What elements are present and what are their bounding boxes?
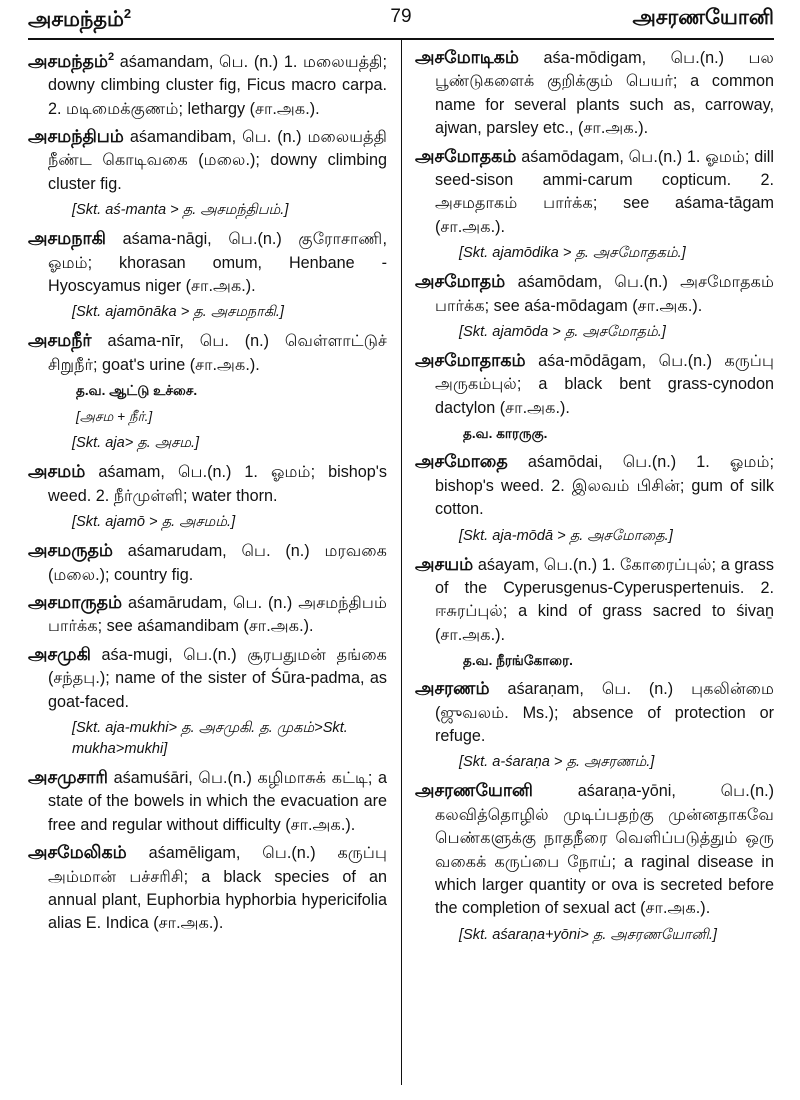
entry-definition: aśamōdagam, பெ.(n.) 1. ஓமம்; dill seed-sison ammi-carum copticum. 2. அசமதாகம் பார்க்க; see aśama-tāgam (சா.அக.). — [435, 147, 774, 236]
entry-definition: aśaraṇa-yōni, பெ.(n.) கலவித்தொழில் முடிப்பதற்கு முன்னதாகவே பெண்களுக்கு நாதநீரை வெளிப்படுத்தும் ஒரு வகைக் கருப்பை நோய்; a raginal disease in which larger quantity or ova is secreted before the completion of sexual act (சா.அக.). — [435, 782, 774, 918]
entry-headword: அசமேலிகம் — [28, 842, 127, 863]
derivation-note: [அசம + நீர்.] — [76, 409, 153, 425]
tamil-equivalent-note: த.வ. ஆட்டு உச்சை. — [76, 383, 198, 399]
entry-headword: அசமம் — [28, 461, 86, 482]
dictionary-entry — [415, 553, 774, 648]
dictionary-entry — [415, 270, 774, 318]
entry-definition: aśa-mōdigam, பெ.(n.) பல பூண்டுகளைக் குறிக்கும் பெயர்; a common name for several plants such as, carroway, ajwan, parsley etc., (சா.அக.). — [435, 49, 774, 138]
etymology-note: [Skt. a-śaraṇa > த. அசரணம்.] — [459, 754, 655, 771]
dictionary-entry — [415, 677, 774, 748]
entry-headword: அசமாருதம் — [28, 591, 123, 612]
entry-headword: அசயம் — [415, 553, 474, 574]
dictionary-entry — [415, 46, 774, 141]
tamil-equivalent-note: த.வ. காரருகு. — [463, 426, 548, 442]
entry-definition: aśamarudam, பெ. (n.) மரவகை (மலை.); country fig. — [48, 542, 387, 584]
dictionary-entry — [415, 779, 774, 920]
entry-definition: aśama-nāgi, பெ.(n.) குரோசாணி, ஓமம்; khorasan omum, Henbane - Hyoscyamus niger (சா.அக.). — [48, 230, 387, 296]
dictionary-entry — [28, 329, 387, 377]
etymology-note: [Skt. aja-mukhi> த. அசமுகி. த. முகம்>Skt. mukha>mukhi] — [72, 719, 348, 757]
dictionary-entry — [28, 460, 387, 508]
entry-headword: அசமந்திபம் — [28, 126, 124, 147]
etymology-note: [Skt. aś-manta > த. அசமந்திபம்.] — [72, 202, 289, 219]
page-number: 79 — [390, 6, 412, 27]
tamil-equivalent-note: த.வ. நீரங்கோரை. — [463, 653, 573, 669]
entry-definition: aśamōdam, பெ.(n.) அசமோதகம் பார்க்க; see aśa-mōdagam (சா.அக.). — [435, 273, 774, 315]
entry-headword: அசமுகி — [28, 643, 91, 664]
dictionary-entry — [415, 145, 774, 240]
etymology-note: [Skt. ajamōnāka > த. அசமநாகி.] — [72, 304, 284, 321]
dictionary-entry — [415, 450, 774, 521]
entry-definition: aśayam, பெ.(n.) 1. கோரைப்புல்; a grass of the Cyperusgenus-Cyperuspertenuis. 2. ஈசுரப்புல்; a kind of grass sacred to śivaṉ (சா.அக.). — [435, 555, 774, 644]
entry-definition: aśaraṇam, பெ. (n.) புகலின்மை (ஜுவலம். Ms.); absence of protection or refuge. — [435, 680, 774, 745]
entry-headword: அசமநீர் — [28, 330, 92, 351]
entry-definition: aśa-mugi, பெ.(n.) சூரபதுமன் தங்கை (சந்தபு.); name of the sister of Śūra-padma, as goat-faced. — [48, 645, 387, 711]
right-column — [401, 40, 774, 952]
entry-headword: அசமோதம் — [415, 271, 506, 292]
dictionary-entry — [28, 643, 387, 714]
dictionary-entry — [28, 766, 387, 837]
etymology-note: [Skt. aśaraṇa+yōni> த. அசரணயோனி.] — [459, 926, 717, 943]
dictionary-entry — [415, 349, 774, 420]
etymology-note: [Skt. ajamōdika > த. அசமோதகம்.] — [459, 245, 686, 262]
entry-definition: aśamuśāri, பெ.(n.) கழிமாசுக் கட்டி; a state of the bowels in which the evacuation are free and regular without difficulty (சா.அக.). — [48, 768, 387, 834]
entry-definition: aśa-mōdāgam, பெ.(n.) கருப்பு அருகம்புல்; a black bent grass-cynodon dactylon (சா.அக.). — [435, 352, 774, 417]
left-column — [28, 40, 401, 952]
entry-headword: அசமோதகம் — [415, 145, 517, 166]
entry-definition: aśamōdai, பெ.(n.) 1. ஓமம்; bishop's weed. 2. இலவம் பிசின்; gum of silk cotton. — [435, 453, 774, 519]
entry-definition: aśamandibam, பெ. (n.) மலையத்தி நீண்ட கொடிவகை (மலை.); downy climbing cluster fig. — [48, 128, 387, 193]
page-header — [28, 0, 774, 40]
entry-headword: அசமுசாரி — [28, 766, 108, 787]
entry-headword: அசரணம் — [415, 678, 490, 699]
entry-definition: aśamam, பெ.(n.) 1. ஓமம்; bishop's weed. 2. நீர்முள்ளி; water thorn. — [48, 463, 387, 505]
dictionary-entry — [28, 841, 387, 936]
entry-headword: அசமோதை — [415, 451, 508, 472]
entry-definition: aśamārudam, பெ. (n.) அசமந்திபம் பார்க்க; see aśamandibam (சா.அக.). — [48, 593, 387, 636]
entry-definition: aśamēligam, பெ.(n.) கருப்பு அம்மான் பச்சரிசி; a black species of an annual plant, Euphorbia hyphorbia hypericifolia alias E. Indica (சா.அக.). — [48, 844, 387, 933]
header-last-entry: அசரணயோனி — [632, 6, 774, 29]
dictionary-entry — [28, 591, 387, 639]
entry-headword: அசமநாகி — [28, 228, 106, 249]
entry-headword: அசமருதம் — [28, 540, 113, 561]
column-divider — [401, 40, 402, 1085]
dictionary-entry — [28, 46, 387, 121]
entry-headword: அசமோதாகம் — [415, 350, 526, 371]
entry-headword: அசரணயோனி — [415, 780, 533, 801]
entry-definition: aśama-nīr, பெ. (n.) வெள்ளாட்டுச் சிறுநீர்; goat's urine (சா.அக.). — [48, 332, 387, 374]
etymology-note: [Skt. ajamōda > த. அசமோதம்.] — [459, 324, 666, 341]
entry-headword: அசமோடிகம் — [415, 47, 519, 67]
dictionary-entry — [28, 125, 387, 196]
two-column-body — [28, 40, 774, 952]
etymology-note: [Skt. aja-mōdā > த. அசமோதை.] — [459, 527, 673, 544]
entry-definition: aśamandam, பெ. (n.) 1. மலையத்தி; downy climbing cluster fig, Ficus macro carpa. 2. மடிமைக்குணம்; lethargy (சா.அக.). — [48, 52, 387, 118]
header-first-entry: அசமந்தம்$^2$ — [28, 6, 132, 31]
entry-headword: அசமந்தம்$^2$ — [28, 50, 115, 71]
dictionary-entry — [28, 539, 387, 587]
etymology-note: [Skt. aja> த. அசம.] — [72, 435, 200, 452]
etymology-note: [Skt. ajamō > த. அசமம்.] — [72, 514, 236, 531]
dictionary-entry — [28, 227, 387, 298]
